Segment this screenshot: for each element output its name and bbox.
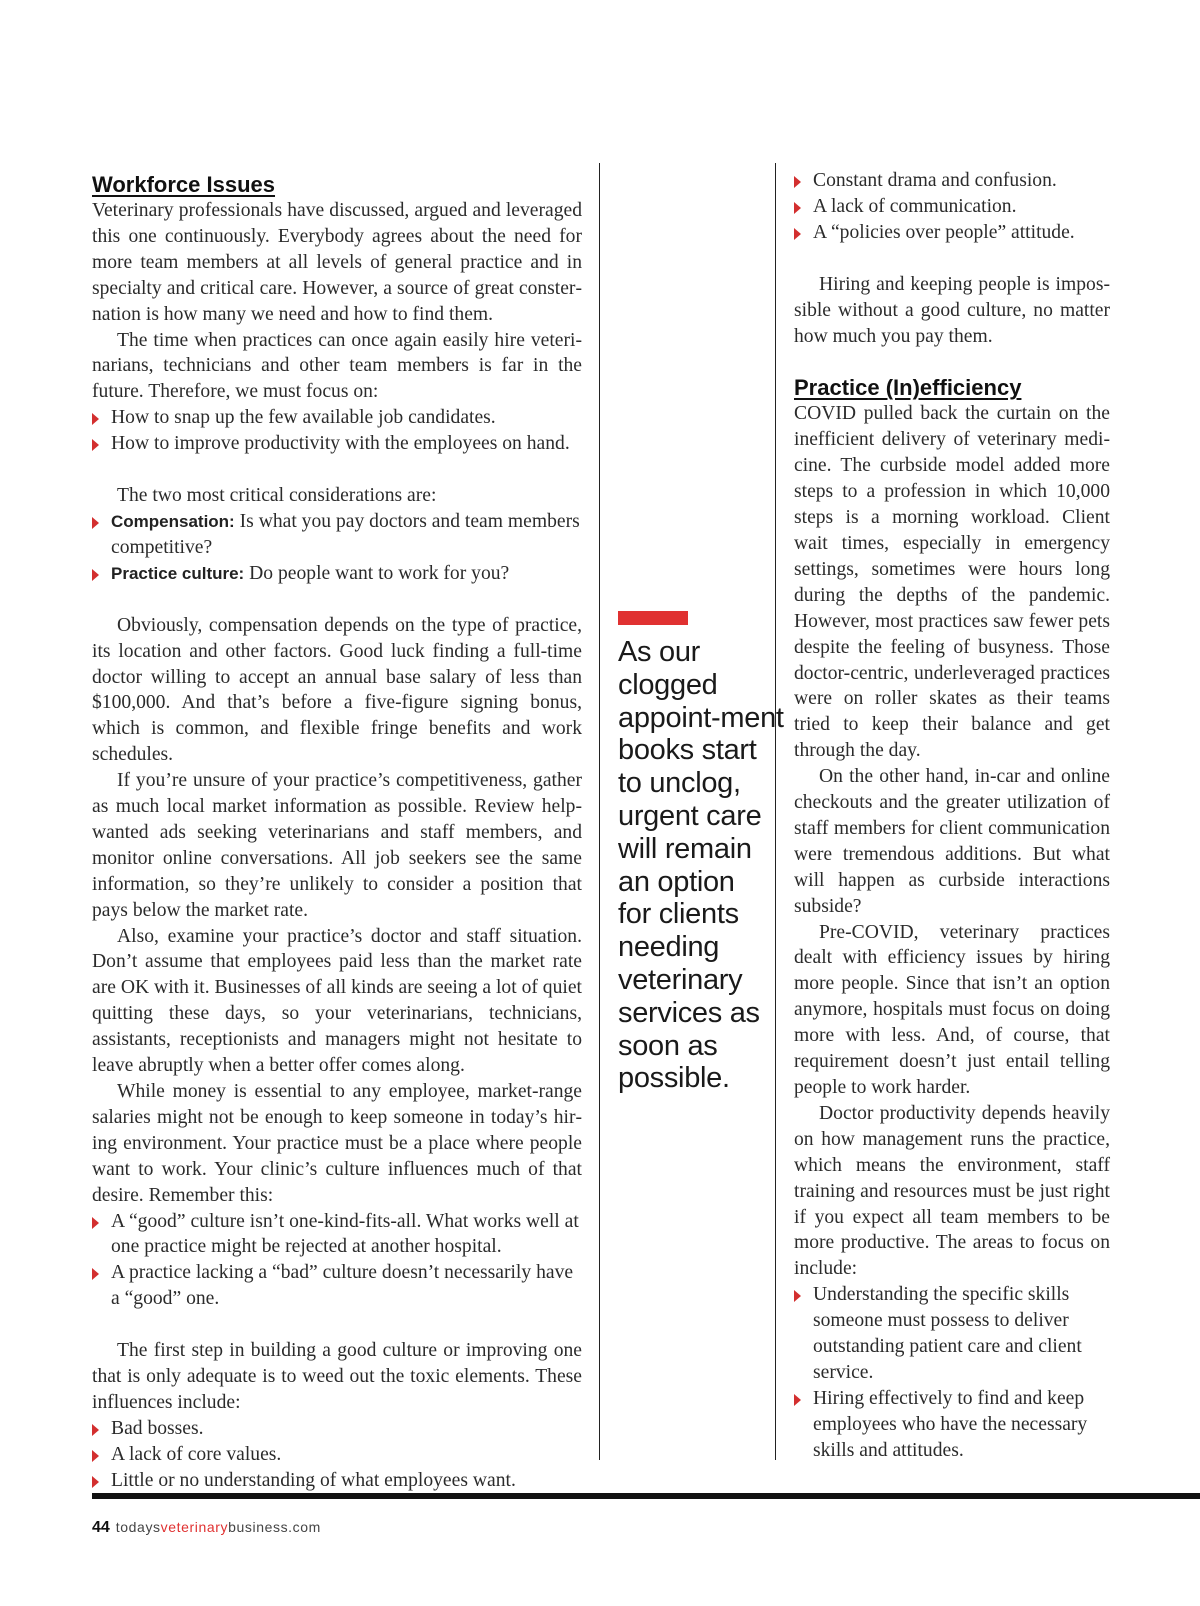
list-item: Hiring effectively to find and keep employees who have the necessary skills and attitudes. [794,1386,1110,1464]
list-item: Little or no understanding of what employees want. [92,1468,582,1494]
bullet-triangle-icon [92,1450,99,1462]
pull-quote: As our clogged appoint‑ment books start to unclog, urgent care will remain an option for clients needing veterinary services as soon as possible. [618,636,784,1095]
focus-list [92,405,582,457]
paragraph: If you’re unsure of your practice’s competitiveness, gather as much local market information as possible. Review help-wanted ads seeking veterinarians and staff members, and monitor online conversations. All job seekers see the same information, so they’re unlikely to consider a position that pays below the market rate. [92,770,582,921]
list-item: A “good” culture isn’t one-kind-fits-all. What works well at one practice might be rejected at another hospital. [92,1209,582,1261]
toxic-list-continued [794,168,1110,246]
bullet-triangle-icon [92,1476,99,1488]
list-item: A lack of communication. [794,194,1110,220]
paragraph: Obviously, compensation depends on the type of practice, its location and other factors. Good luck finding a full-time doctor willing to accept an annual base salary of less than $100,000. And that’s before a five-figure signing bonus, which is common, and flexible fringe benefits and work schedules. [92,614,582,766]
pull-quote-accent-bar [618,611,688,625]
site-name-suffix: business.com [228,1519,321,1535]
workforce-issues-heading: Workforce Issues [92,172,276,197]
paragraph: Pre-COVID, veterinary practices dealt with efficiency issues by hiring more people. Since that isn’t an option anymore, hospitals must focus on doing more with less. And, of course, that requirement doesn’t just entail telling people to work harder. [794,921,1110,1098]
paragraph: The two most critical considerations are: [117,485,437,507]
page-footer [92,1519,321,1537]
site-name-prefix: todays [115,1519,161,1535]
list-item: A practice lacking a “bad” culture doesn’t necessarily have a “good” one. [92,1260,582,1312]
list-item: A lack of core values. [92,1442,582,1468]
bullet-triangle-icon [92,439,99,451]
bullet-triangle-icon [92,413,99,425]
paragraph: Hiring and keeping people is impossible without a good culture, no matter how much you pay them. [794,273,1110,347]
footer-rule [92,1493,1200,1499]
bullet-triangle-icon [794,1394,801,1406]
left-column [92,168,582,1494]
site-name-accent: veterinary [160,1519,229,1535]
bullet-triangle-icon [92,1424,99,1436]
paragraph: The first step in building a good culture or improving one that is only adequate is to weed out the toxic elements. These influences include: [92,1340,582,1413]
list-item: Constant drama and confusion. [794,168,1110,194]
list-item: Bad bosses. [92,1416,582,1442]
efficiency-focus-list [794,1282,1110,1463]
paragraph: On the other hand, in-car and online checkouts and the greater utilization of staff members for client communication were tremendous additions. But what will happen as curbside interactions subside? [794,766,1110,917]
list-item: A “policies over people” attitude. [794,220,1110,246]
column-divider [599,163,600,1460]
bullet-triangle-icon [92,1217,99,1229]
paragraph: The time when practices can once again easily hire veterinarians, technicians and other team members is far in the future. Therefore, we must focus on: [92,329,582,403]
practice-culture-label: Practice culture: [111,563,245,583]
bullet-triangle-icon [794,202,801,214]
list-item: Practice culture: Do people want to work for you? [92,561,582,587]
list-item: Compensation: Is what you pay doctors and team members competitive? [92,509,582,561]
paragraph: Veterinary professionals have discussed, argued and leveraged this one continuously. Everybody agrees about the need for more team members at all levels of general practice and in specialty and critical care. However, a source of great consternation is how many we need and how to find them. [92,200,582,325]
bullet-triangle-icon [92,1268,99,1280]
compensation-label: Compensation: [111,511,235,531]
bullet-triangle-icon [794,1290,801,1302]
paragraph: Doctor productivity depends heavily on how management runs the practice, which means the environment, staff training and resources must be just right if you expect all team members to be more productive. The areas to focus on include: [794,1102,1110,1280]
considerations-list [92,509,582,587]
toxic-list [92,1416,582,1494]
culture-list [92,1209,582,1313]
bullet-triangle-icon [92,517,99,529]
paragraph: While money is essential to any employee, market-range salaries might not be enough to keep someone in today’s hiring environment. Your practice must be a place where people want to work. Your clinic’s culture influences much of that desire. Remember this: [92,1081,582,1206]
bullet-triangle-icon [794,228,801,240]
list-item: How to improve productivity with the employees on hand. [92,431,582,457]
list-item: How to snap up the few available job candidates. [92,405,582,431]
paragraph: COVID pulled back the curtain on the inefficient delivery of veterinary medicine. The curbside model added more steps to a profession in which 10,000 steps is a morning workload. Client wait times, especially in emergency settings, sometimes were hours long during the depths of the pandemic. However, most practices saw fewer pets despite the feeling of busyness. Those doctor-centric, underleveraged practices were on roller skates as their teams tried to keep their balance and get through the day. [794,403,1110,762]
bullet-triangle-icon [92,569,99,581]
page-number: 44 [92,1519,110,1536]
practice-inefficiency-heading: Practice (In)efficiency [794,375,1022,401]
list-item: Understanding the specific skills someone must possess to deliver outstanding patient care and client service. [794,1282,1110,1386]
paragraph: Also, examine your practice’s doctor and staff situation. Don’t assume that employees paid less than the market rate are OK with it. Businesses of all kinds are seeing a lot of quiet quitting these days, so your veterinarians, technicians, assistants, receptionists and managers might not hesitate to leave abruptly when a better offer comes along. [92,925,582,1077]
bullet-triangle-icon [794,176,801,188]
column-divider [775,163,776,1460]
right-column [794,168,1110,1464]
